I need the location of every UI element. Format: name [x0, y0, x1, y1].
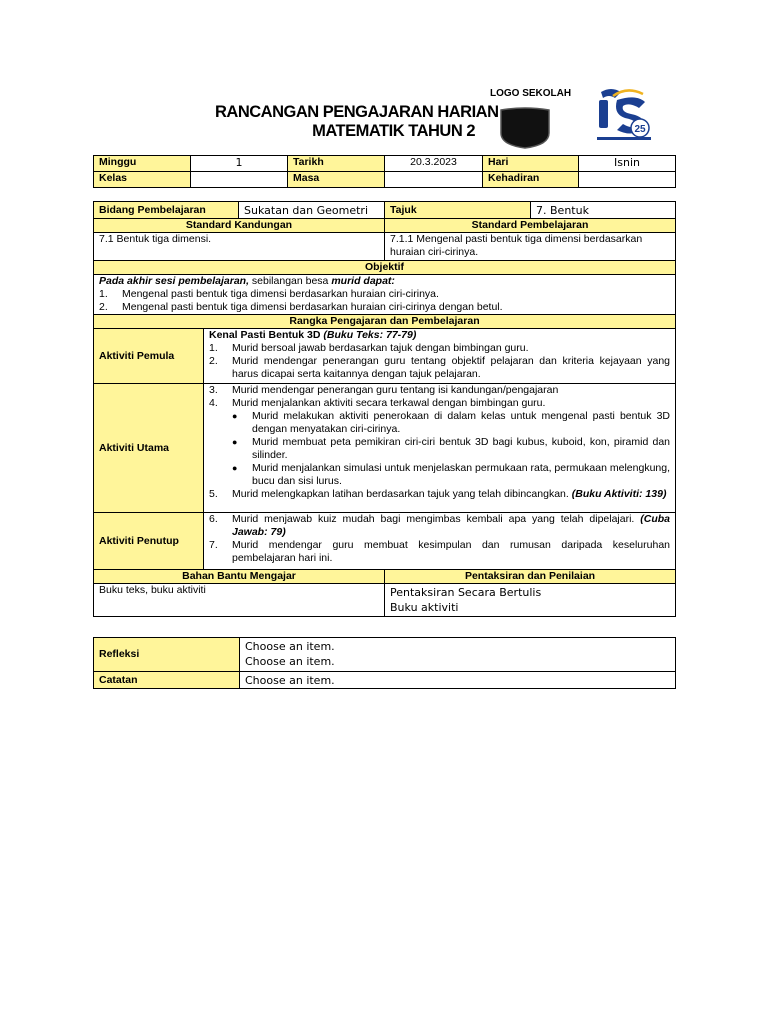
kssr-brand-logo [593, 86, 655, 144]
aktiviti-pemula-label: Aktiviti Pemula [94, 329, 204, 384]
item-number: 7. [209, 539, 218, 551]
bidang-label: Bidang Pembelajaran [94, 202, 239, 219]
objektif-intro-middle: sebilangan besa [249, 275, 332, 287]
standard-kandungan-header: Standard Kandungan [94, 219, 385, 233]
school-logo-shield-icon [497, 107, 553, 149]
refleksi-label: Refleksi [94, 638, 240, 672]
pemula-reference: (Buku Teks: 77-79) [323, 329, 417, 341]
objektif-intro-end: murid dapat: [331, 275, 395, 287]
rangka-header: Rangka Pengajaran dan Pembelajaran [94, 315, 676, 329]
bullet-text: Murid menjalankan simulasi untuk menjelaskan permukaan rata, permukaan melengkung, bucu dan sisi lurus. [252, 462, 671, 487]
aktiviti-utama-label: Aktiviti Utama [94, 384, 204, 513]
item-text: Murid mendengar penerangan guru tentang isi kandungan/pengajaran [232, 384, 559, 396]
kehadiran-label: Kehadiran [483, 172, 579, 188]
item-text [232, 513, 670, 539]
catatan-dropdown[interactable]: Choose an item. [240, 672, 676, 689]
tajuk-value[interactable]: 7. Bentuk [531, 202, 676, 219]
item-text: Murid mendengar guru membuat kesimpulan dan rumusan daripada keseluruhan pembelajaran hari ini. [232, 539, 671, 564]
item-number: 5. [209, 488, 218, 500]
refleksi-choice[interactable]: Choose an item. [245, 655, 335, 668]
tarikh-label: Tarikh [288, 156, 385, 172]
bidang-value[interactable]: Sukatan dan Geometri [239, 202, 385, 219]
item-text: Mengenal pasti bentuk tiga dimensi berdasarkan huraian ciri-cirinya dengan betul. [122, 301, 503, 313]
hari-label: Hari [483, 156, 579, 172]
bullet-text: Murid membuat peta pemikiran ciri-ciri bentuk 3D bagi kubus, kuboid, kon, piramid dan silinder. [252, 436, 671, 461]
bullet-text: Murid melakukan aktiviti penerokaan di dalam kelas untuk mengenal pasti bentuk 3D dengan menyatakan ciri-cirinya. [252, 410, 671, 435]
objektif-header: Objektif [94, 261, 676, 275]
minggu-value[interactable]: 1 [191, 156, 288, 172]
item-text: Murid mendengar penerangan guru tentang objektif pelajaran dan kriteria kejayaan yang harus dicapai serta kaitannya dengan tajuk pelajaran. [232, 355, 671, 380]
school-logo-label: LOGO SEKOLAH [490, 88, 572, 99]
document-title: RANCANGAN PENGAJARAN HARIAN [215, 103, 499, 121]
kelas-value[interactable] [191, 172, 288, 188]
item6-text: Murid menjawab kuiz mudah bagi mengimbas kembali apa yang telah dipelajari. [232, 513, 635, 525]
pemula-item [209, 355, 670, 381]
utama-bullet [209, 436, 670, 462]
document-subtitle: MATEMATIK TAHUN 2 [312, 122, 475, 140]
masa-value[interactable] [385, 172, 483, 188]
aktiviti-penutup-content[interactable] [204, 513, 676, 570]
item-text [232, 488, 670, 501]
standard-kandungan-value[interactable]: 7.1 Bentuk tiga dimensi. [94, 233, 385, 261]
objektif-item [99, 301, 670, 314]
hari-value[interactable]: Isnin [579, 156, 676, 172]
item-number: 6. [209, 513, 218, 525]
minggu-label: Minggu [94, 156, 191, 172]
item-text: Mengenal pasti bentuk tiga dimensi berdasarkan huraian ciri-cirinya. [122, 288, 439, 300]
pentaksiran-line: Pentaksiran Secara Bertulis [390, 586, 542, 599]
item6-reference: (Cuba Jawab: 79) [232, 513, 671, 538]
masa-label: Masa [288, 172, 385, 188]
penutup-item [209, 513, 670, 539]
objektif-item [99, 288, 670, 301]
brand-number: 25 [634, 124, 646, 135]
bbm-header: Bahan Bantu Mengajar [94, 570, 385, 584]
standard-pembelajaran-header: Standard Pembelajaran [385, 219, 676, 233]
pemula-title: Kenal Pasti Bentuk 3D [209, 329, 321, 341]
objektif-intro [99, 275, 670, 288]
utama-item [209, 397, 670, 410]
aktiviti-penutup-label: Aktiviti Penutup [94, 513, 204, 570]
bullet-icon: ● [232, 463, 238, 473]
item-number: 4. [209, 397, 218, 409]
bbm-value[interactable]: Buku teks, buku aktiviti [94, 584, 385, 617]
item-number: 2. [99, 301, 108, 313]
catatan-label: Catatan [94, 672, 240, 689]
info-table [93, 155, 676, 188]
item-text: Murid menjalankan aktiviti secara terkawal dengan bimbingan guru. [232, 397, 546, 409]
item-number: 1. [209, 342, 218, 354]
refleksi-dropdown[interactable] [240, 638, 676, 672]
title-block [215, 103, 499, 141]
aktiviti-utama-content[interactable] [204, 384, 676, 513]
utama-bullet [209, 462, 670, 488]
tajuk-label: Tajuk [385, 202, 531, 219]
item-number: 3. [209, 384, 218, 396]
utama-item [209, 384, 670, 397]
pentaksiran-value[interactable] [385, 584, 676, 617]
pemula-title-line [209, 329, 670, 342]
pentaksiran-header: Pentaksiran dan Penilaian [385, 570, 676, 584]
notes-table [93, 637, 676, 689]
standard-pembelajaran-value[interactable]: 7.1.1 Mengenal pasti bentuk tiga dimensi berdasarkan huraian ciri-cirinya. [385, 233, 676, 261]
item-number: 1. [99, 288, 108, 300]
tarikh-value[interactable]: 20.3.2023 [385, 156, 483, 172]
pemula-item [209, 342, 670, 355]
aktiviti-pemula-content[interactable] [204, 329, 676, 384]
kelas-label: Kelas [94, 172, 191, 188]
utama-bullet [209, 410, 670, 436]
lesson-plan-table [93, 201, 676, 617]
penutup-item [209, 539, 670, 565]
pentaksiran-line: Buku aktiviti [390, 601, 459, 614]
objektif-intro-lead: Pada akhir sesi pembelajaran, [99, 275, 249, 287]
bullet-icon: ● [232, 437, 238, 447]
item-number: 2. [209, 355, 218, 367]
objektif-cell[interactable] [94, 275, 676, 315]
utama-item [209, 488, 670, 501]
item-text: Murid bersoal jawab berdasarkan tajuk dengan bimbingan guru. [232, 342, 529, 354]
bullet-icon: ● [232, 411, 238, 421]
item5-text: Murid melengkapkan latihan berdasarkan tajuk yang telah dibincangkan. [232, 488, 569, 500]
item5-reference: (Buku Aktiviti: 139) [571, 488, 667, 500]
kehadiran-value[interactable] [579, 172, 676, 188]
refleksi-choice[interactable]: Choose an item. [245, 640, 335, 653]
